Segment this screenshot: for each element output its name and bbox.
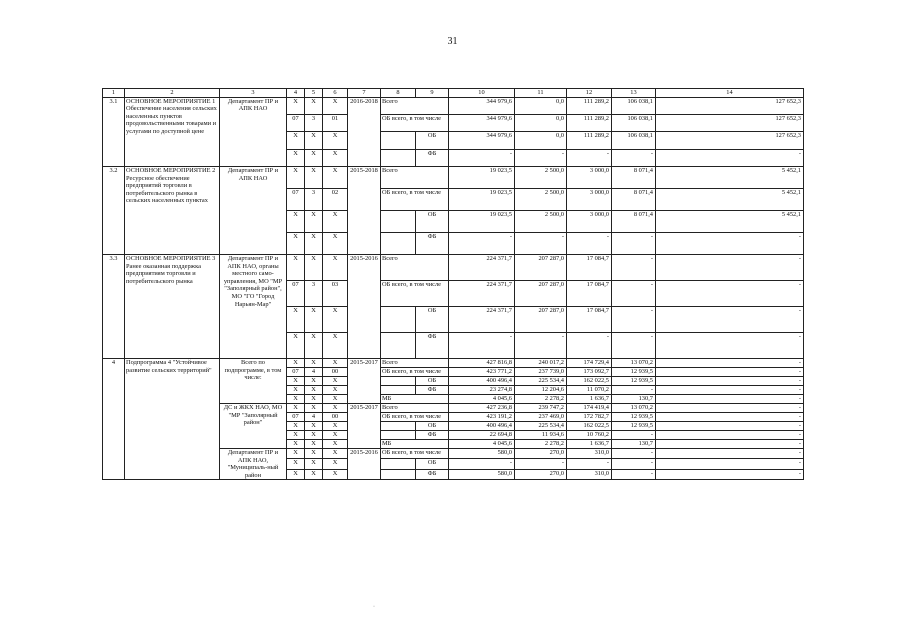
amount-cell: 106 038,1: [612, 97, 656, 114]
code-a: Х: [287, 448, 305, 458]
amount-cell: 5 452,1: [656, 210, 804, 232]
amount-cell: 344 979,6: [449, 114, 515, 131]
amount-cell: 0,0: [515, 132, 567, 149]
amount-cell: 580,0: [449, 469, 515, 479]
amount-cell: -: [656, 385, 804, 394]
amount-cell: -: [656, 403, 804, 412]
amount-cell: -: [612, 448, 656, 458]
source-label: Всего: [381, 166, 449, 188]
code-b: Х: [305, 385, 323, 394]
source-label: ОБ: [416, 306, 449, 332]
amount-cell: 207 287,0: [515, 306, 567, 332]
amount-cell: 344 979,6: [449, 97, 515, 114]
code-b: Х: [305, 149, 323, 166]
amount-cell: -: [656, 430, 804, 439]
code-a: 07: [287, 412, 305, 421]
row-number: 4: [103, 358, 125, 479]
code-b: Х: [305, 459, 323, 469]
source-label: ОБ всего, в том числе: [381, 412, 449, 421]
code-a: Х: [287, 394, 305, 403]
amount-cell: 111 289,2: [567, 132, 612, 149]
code-a: Х: [287, 403, 305, 412]
amount-cell: -: [449, 332, 515, 358]
amount-cell: -: [612, 459, 656, 469]
amount-cell: -: [656, 332, 804, 358]
amount-cell: -: [656, 149, 804, 166]
amount-cell: 130,7: [612, 439, 656, 448]
code-b: Х: [305, 448, 323, 458]
column-header: 5: [305, 89, 323, 98]
amount-cell: 1 636,7: [567, 439, 612, 448]
code-b: Х: [305, 254, 323, 280]
period-years: 2015-2016: [348, 448, 381, 479]
source-label: ФБ: [416, 149, 449, 166]
code-c: Х: [323, 149, 348, 166]
column-header: 7: [348, 89, 381, 98]
code-b: 4: [305, 412, 323, 421]
source-label: ОБ всего, в том числе: [381, 280, 449, 306]
code-b: Х: [305, 132, 323, 149]
period-years: 2015-2017: [348, 403, 381, 448]
amount-cell: 423 771,2: [449, 367, 515, 376]
code-a: Х: [287, 358, 305, 367]
amount-cell: -: [567, 149, 612, 166]
amount-cell: -: [656, 439, 804, 448]
amount-cell: 427 816,8: [449, 358, 515, 367]
amount-cell: 237 739,0: [515, 367, 567, 376]
source-label: ОБ всего, в том числе: [381, 188, 449, 210]
row-number: 3.1: [103, 97, 125, 166]
source-spacer: [381, 306, 416, 332]
code-b: Х: [305, 469, 323, 479]
amount-cell: 1 636,7: [567, 394, 612, 403]
amount-cell: 427 236,8: [449, 403, 515, 412]
amount-cell: 162 022,5: [567, 376, 612, 385]
period-years: 2016-2018: [348, 97, 381, 166]
amount-cell: 173 092,7: [567, 367, 612, 376]
source-spacer: [381, 210, 416, 232]
amount-cell: 12 939,5: [612, 421, 656, 430]
amount-cell: 5 452,1: [656, 166, 804, 188]
code-a: Х: [287, 376, 305, 385]
code-a: 07: [287, 114, 305, 131]
code-c: Х: [323, 469, 348, 479]
code-b: Х: [305, 306, 323, 332]
amount-cell: 13 070,2: [612, 358, 656, 367]
column-header: 3: [220, 89, 287, 98]
responsible-dept: Департамент ПР и АПК НАО, "Муниципаль-ный район: [220, 448, 287, 479]
amount-cell: 127 652,3: [656, 114, 804, 131]
measure-name: ОСНОВНОЕ МЕРОПРИЯТИЕ 1 Обеспечение населения сельских населенных пунктов продовольственными товарами и услугами по доступной цене: [125, 97, 220, 166]
amount-cell: 225 534,4: [515, 421, 567, 430]
amount-cell: 207 287,0: [515, 280, 567, 306]
table-row: [103, 166, 804, 188]
source-label: МБ: [381, 439, 449, 448]
column-header: 1: [103, 89, 125, 98]
amount-cell: 580,0: [449, 448, 515, 458]
amount-cell: -: [515, 332, 567, 358]
page-number: 31: [447, 36, 458, 47]
code-c: Х: [323, 97, 348, 114]
code-c: Х: [323, 254, 348, 280]
amount-cell: 11 934,6: [515, 430, 567, 439]
source-label: ФБ: [416, 385, 449, 394]
code-b: Х: [305, 376, 323, 385]
amount-cell: 22 694,8: [449, 430, 515, 439]
code-c: Х: [323, 394, 348, 403]
code-c: Х: [323, 232, 348, 254]
amount-cell: 225 534,4: [515, 376, 567, 385]
code-a: Х: [287, 469, 305, 479]
source-label: ОБ: [416, 376, 449, 385]
amount-cell: 237 469,0: [515, 412, 567, 421]
column-header: 13: [612, 89, 656, 98]
amount-cell: -: [656, 459, 804, 469]
code-b: Х: [305, 232, 323, 254]
amount-cell: -: [515, 149, 567, 166]
amount-cell: 400 496,4: [449, 376, 515, 385]
column-header: 4: [287, 89, 305, 98]
code-a: Х: [287, 232, 305, 254]
code-b: Х: [305, 166, 323, 188]
code-c: Х: [323, 459, 348, 469]
code-a: Х: [287, 254, 305, 280]
table-row: [103, 97, 804, 114]
code-c: 00: [323, 412, 348, 421]
source-label: ФБ: [416, 469, 449, 479]
footer-mark: ·: [373, 604, 375, 610]
code-b: Х: [305, 430, 323, 439]
amount-cell: -: [656, 394, 804, 403]
amount-cell: 2 278,2: [515, 394, 567, 403]
column-header: 2: [125, 89, 220, 98]
amount-cell: 12 939,5: [612, 412, 656, 421]
source-spacer: [381, 430, 416, 439]
source-spacer: [381, 421, 416, 430]
column-header: 8: [381, 89, 416, 98]
code-a: Х: [287, 332, 305, 358]
amount-cell: 270,0: [515, 469, 567, 479]
column-header: 14: [656, 89, 804, 98]
amount-cell: 310,0: [567, 469, 612, 479]
source-label: Всего: [381, 403, 449, 412]
column-header: 9: [416, 89, 449, 98]
code-c: 00: [323, 367, 348, 376]
code-a: Х: [287, 149, 305, 166]
code-c: Х: [323, 306, 348, 332]
source-label: ОБ всего, в том числе: [381, 367, 449, 376]
amount-cell: 10 760,2: [567, 430, 612, 439]
amount-cell: 240 017,2: [515, 358, 567, 367]
code-a: 07: [287, 367, 305, 376]
source-label: МБ: [381, 394, 449, 403]
amount-cell: 224 371,7: [449, 280, 515, 306]
code-a: Х: [287, 306, 305, 332]
responsible-dept: Департамент ПР и АПК НАО: [220, 166, 287, 254]
amount-cell: 0,0: [515, 97, 567, 114]
amount-cell: -: [515, 232, 567, 254]
code-a: Х: [287, 132, 305, 149]
amount-cell: 127 652,3: [656, 97, 804, 114]
amount-cell: 12 204,6: [515, 385, 567, 394]
amount-cell: -: [567, 332, 612, 358]
period-years: 2015-2017: [348, 358, 381, 403]
amount-cell: -: [612, 232, 656, 254]
column-header: 6: [323, 89, 348, 98]
source-label: Всего: [381, 254, 449, 280]
amount-cell: 106 038,1: [612, 132, 656, 149]
amount-cell: 2 500,0: [515, 210, 567, 232]
amount-cell: 174 729,4: [567, 358, 612, 367]
amount-cell: -: [449, 149, 515, 166]
amount-cell: 0,0: [515, 114, 567, 131]
amount-cell: -: [612, 385, 656, 394]
amount-cell: 344 979,6: [449, 132, 515, 149]
responsible-dept: Всего по подпрограмме, в том числе:: [220, 358, 287, 403]
source-spacer: [381, 232, 416, 254]
code-c: Х: [323, 430, 348, 439]
amount-cell: 310,0: [567, 448, 612, 458]
amount-cell: 2 278,2: [515, 439, 567, 448]
code-b: 4: [305, 367, 323, 376]
source-spacer: [381, 149, 416, 166]
amount-cell: -: [567, 459, 612, 469]
amount-cell: -: [567, 232, 612, 254]
source-label: Всего: [381, 358, 449, 367]
amount-cell: -: [656, 421, 804, 430]
table-row: [103, 358, 804, 367]
measure-name: ОСНОВНОЕ МЕРОПРИЯТИЕ 2 Ресурсное обеспечение предприятий торговли в потребительского рынка в сельских населенных пунктах: [125, 166, 220, 254]
amount-cell: 224 371,7: [449, 306, 515, 332]
amount-cell: 8 071,4: [612, 188, 656, 210]
amount-cell: 17 084,7: [567, 254, 612, 280]
budget-table: [102, 88, 804, 480]
code-b: 3: [305, 280, 323, 306]
source-label: ОБ всего, в том числе: [381, 448, 449, 458]
row-number: 3.3: [103, 254, 125, 358]
amount-cell: -: [612, 469, 656, 479]
amount-cell: -: [656, 367, 804, 376]
responsible-dept: ДС и ЖКХ НАО, МО "МР "Заполярный район": [220, 403, 287, 448]
source-label: ФБ: [416, 232, 449, 254]
code-c: Х: [323, 448, 348, 458]
amount-cell: 224 371,7: [449, 254, 515, 280]
header-row: [103, 89, 804, 98]
amount-cell: 423 191,2: [449, 412, 515, 421]
code-b: Х: [305, 358, 323, 367]
amount-cell: 13 070,2: [612, 403, 656, 412]
amount-cell: -: [656, 306, 804, 332]
source-label: ФБ: [416, 430, 449, 439]
amount-cell: -: [612, 149, 656, 166]
amount-cell: -: [656, 469, 804, 479]
code-c: Х: [323, 403, 348, 412]
period-years: 2015-2018: [348, 166, 381, 254]
code-b: Х: [305, 210, 323, 232]
amount-cell: -: [612, 254, 656, 280]
code-a: Х: [287, 385, 305, 394]
amount-cell: 23 274,8: [449, 385, 515, 394]
amount-cell: 400 496,4: [449, 421, 515, 430]
source-spacer: [381, 459, 416, 469]
amount-cell: -: [656, 232, 804, 254]
code-a: Х: [287, 97, 305, 114]
code-a: Х: [287, 166, 305, 188]
amount-cell: -: [612, 332, 656, 358]
amount-cell: 127 652,3: [656, 132, 804, 149]
code-c: Х: [323, 385, 348, 394]
amount-cell: 174 419,4: [567, 403, 612, 412]
code-c: 03: [323, 280, 348, 306]
amount-cell: 4 045,6: [449, 439, 515, 448]
amount-cell: 8 071,4: [612, 210, 656, 232]
source-label: ФБ: [416, 332, 449, 358]
code-c: Х: [323, 439, 348, 448]
source-label: ОБ: [416, 210, 449, 232]
amount-cell: -: [656, 254, 804, 280]
amount-cell: 5 452,1: [656, 188, 804, 210]
responsible-dept: Департамент ПР и АПК НАО, органы местного само-управления, МО "МР "Заполярный район", МО "ГО "Город Нарьян-Мар": [220, 254, 287, 358]
column-header: 12: [567, 89, 612, 98]
code-c: Х: [323, 421, 348, 430]
code-c: 01: [323, 114, 348, 131]
source-label: ОБ: [416, 459, 449, 469]
amount-cell: 111 289,2: [567, 97, 612, 114]
amount-cell: 2 500,0: [515, 188, 567, 210]
amount-cell: -: [612, 430, 656, 439]
amount-cell: 17 084,7: [567, 306, 612, 332]
source-spacer: [381, 132, 416, 149]
amount-cell: -: [656, 448, 804, 458]
amount-cell: -: [612, 306, 656, 332]
source-spacer: [381, 376, 416, 385]
code-a: Х: [287, 421, 305, 430]
source-spacer: [381, 469, 416, 479]
source-spacer: [381, 332, 416, 358]
responsible-dept: Департамент ПР и АПК НАО: [220, 97, 287, 166]
amount-cell: -: [656, 358, 804, 367]
amount-cell: -: [515, 459, 567, 469]
code-a: Х: [287, 210, 305, 232]
measure-name: Подпрограмма 4 "Устойчивое развитие сельских территорий": [125, 358, 220, 479]
code-a: Х: [287, 430, 305, 439]
code-b: Х: [305, 97, 323, 114]
code-a: 07: [287, 188, 305, 210]
period-years: 2015-2016: [348, 254, 381, 358]
amount-cell: 207 287,0: [515, 254, 567, 280]
amount-cell: 12 939,5: [612, 367, 656, 376]
amount-cell: 19 023,5: [449, 188, 515, 210]
column-header: 10: [449, 89, 515, 98]
code-c: Х: [323, 332, 348, 358]
amount-cell: 19 023,5: [449, 210, 515, 232]
source-label: ОБ: [416, 132, 449, 149]
amount-cell: 8 071,4: [612, 166, 656, 188]
code-b: Х: [305, 439, 323, 448]
code-b: 3: [305, 114, 323, 131]
amount-cell: -: [612, 280, 656, 306]
amount-cell: 162 022,5: [567, 421, 612, 430]
amount-cell: 12 939,5: [612, 376, 656, 385]
source-label: ОБ: [416, 421, 449, 430]
code-b: Х: [305, 403, 323, 412]
source-spacer: [381, 385, 416, 394]
source-label: Всего: [381, 97, 449, 114]
amount-cell: 239 747,2: [515, 403, 567, 412]
code-c: Х: [323, 132, 348, 149]
code-c: Х: [323, 358, 348, 367]
amount-cell: 11 070,2: [567, 385, 612, 394]
amount-cell: 17 084,7: [567, 280, 612, 306]
amount-cell: 2 500,0: [515, 166, 567, 188]
code-b: 3: [305, 188, 323, 210]
amount-cell: 19 023,5: [449, 166, 515, 188]
table-row: [103, 254, 804, 280]
measure-name: ОСНОВНОЕ МЕРОПРИЯТИЕ 3 Ранее оказанная поддержка предприятиям торговли и потребительского рынка: [125, 254, 220, 358]
amount-cell: -: [449, 459, 515, 469]
amount-cell: 130,7: [612, 394, 656, 403]
code-a: 07: [287, 280, 305, 306]
code-b: Х: [305, 332, 323, 358]
code-a: Х: [287, 459, 305, 469]
amount-cell: 270,0: [515, 448, 567, 458]
column-header: 11: [515, 89, 567, 98]
amount-cell: 3 000,0: [567, 166, 612, 188]
amount-cell: 111 289,2: [567, 114, 612, 131]
code-c: Х: [323, 166, 348, 188]
code-c: 02: [323, 188, 348, 210]
amount-cell: -: [656, 412, 804, 421]
amount-cell: -: [449, 232, 515, 254]
row-number: 3.2: [103, 166, 125, 254]
code-c: Х: [323, 376, 348, 385]
amount-cell: -: [656, 376, 804, 385]
code-b: Х: [305, 394, 323, 403]
code-b: Х: [305, 421, 323, 430]
amount-cell: 4 045,6: [449, 394, 515, 403]
amount-cell: -: [656, 280, 804, 306]
amount-cell: 172 782,7: [567, 412, 612, 421]
code-a: Х: [287, 439, 305, 448]
amount-cell: 3 000,0: [567, 210, 612, 232]
code-c: Х: [323, 210, 348, 232]
amount-cell: 3 000,0: [567, 188, 612, 210]
amount-cell: 106 038,1: [612, 114, 656, 131]
source-label: ОБ всего, в том числе: [381, 114, 449, 131]
